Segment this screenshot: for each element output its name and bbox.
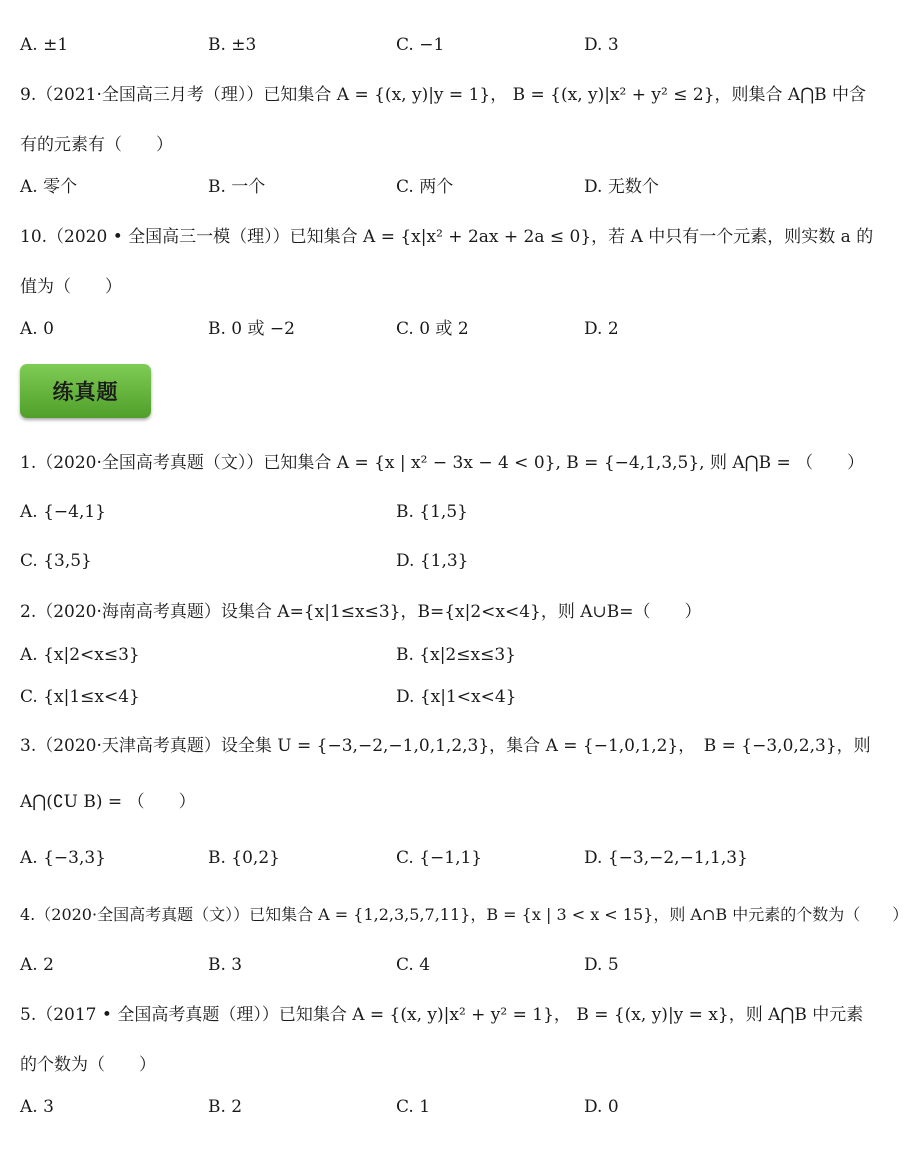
option-a: A. 3 (20, 1097, 54, 1117)
option-c: C. 两个 (396, 177, 454, 197)
section-banner-label: 练真题 (52, 380, 119, 404)
option-b: B. {x|2≤x≤3} (396, 645, 516, 665)
question-5-stem-cont: 的个数为（ ） (20, 1055, 156, 1075)
option-b: B. 0 或 −2 (208, 319, 295, 339)
question-2-stem: 2.（2020·海南高考真题）设集合 A={x|1≤x≤3}，B={x|2<x<4}，则 A∪B=（ ） (20, 602, 702, 622)
q8-options (0, 33, 916, 57)
question-5-stem: 5.（2017 • 全国高考真题（理））已知集合 A = {(x, y)|x² + y² = 1}， B = {(x, y)|y = x}，则 A⋂B 中元素 (20, 1005, 864, 1025)
section-banner-practice (20, 364, 151, 418)
option-c: C. {x|1≤x<4} (20, 687, 140, 707)
option-d: D. 2 (584, 319, 619, 339)
option-b: B. {0,2} (208, 848, 280, 868)
option-a: A. {x|2<x≤3} (20, 645, 140, 665)
option-c: C. 0 或 2 (396, 319, 469, 339)
question-3-stem-cont: A⋂(∁U B) = （ ） (20, 792, 196, 812)
option-d: D. {x|1<x<4} (396, 687, 517, 707)
option-c: C. {−1,1} (396, 848, 483, 868)
q4-options (0, 953, 916, 977)
q2-options-row1 (0, 643, 916, 667)
option-a: A. 2 (20, 955, 54, 975)
option-d: D. 无数个 (584, 177, 659, 197)
q1-options-row1 (0, 500, 916, 524)
option-b: B. 一个 (208, 177, 266, 197)
option-d: D. 0 (584, 1097, 619, 1117)
question-1-stem: 1.（2020·全国高考真题（文））已知集合 A = {x | x² − 3x − 4 < 0}, B = {−4,1,3,5}, 则 A⋂B = （ ） (20, 453, 865, 473)
question-9-stem: 9.（2021·全国高三月考（理））已知集合 A = {(x, y)|y = 1}， B = {(x, y)|x² + y² ≤ 2}，则集合 A⋂B 中含 (20, 85, 867, 105)
option-a: A. {−3,3} (20, 848, 106, 868)
option-d: D. {−3,−2,−1,1,3} (584, 848, 748, 868)
question-9-stem-cont: 有的元素有（ ） (20, 135, 173, 155)
q2-options-row2 (0, 685, 916, 709)
option-b: B. ±3 (208, 35, 257, 55)
option-b: B. 3 (208, 955, 243, 975)
question-10-stem-cont: 值为（ ） (20, 277, 122, 297)
option-c: C. −1 (396, 35, 445, 55)
option-a: A. 0 (20, 319, 54, 339)
q3-options (0, 846, 916, 870)
q1-options-row2 (0, 549, 916, 573)
option-b: B. 2 (208, 1097, 243, 1117)
option-d: D. 5 (584, 955, 619, 975)
question-10-stem: 10.（2020 • 全国高三一模（理））已知集合 A = {x|x² + 2ax + 2a ≤ 0}，若 A 中只有一个元素，则实数 a 的 (20, 227, 874, 247)
question-3-stem: 3.（2020·天津高考真题）设全集 U = {−3,−2,−1,0,1,2,3}，集合 A = {−1,0,1,2}， B = {−3,0,2,3}，则 (20, 736, 871, 756)
option-a: A. ±1 (20, 35, 69, 55)
option-c: C. 1 (396, 1097, 431, 1117)
question-4-stem: 4.（2020·全国高考真题（文））已知集合 A = {1,2,3,5,7,11}，B = {x | 3 < x < 15}，则 A∩B 中元素的个数为（ ） (20, 905, 909, 924)
option-c: C. {3,5} (20, 551, 92, 571)
option-d: D. 3 (584, 35, 619, 55)
option-a: A. 零个 (20, 177, 78, 197)
q9-options (0, 175, 916, 199)
option-d: D. {1,3} (396, 551, 469, 571)
q5-options (0, 1095, 916, 1119)
option-b: B. {1,5} (396, 502, 468, 522)
q10-options (0, 317, 916, 341)
option-a: A. {−4,1} (20, 502, 106, 522)
option-c: C. 4 (396, 955, 431, 975)
